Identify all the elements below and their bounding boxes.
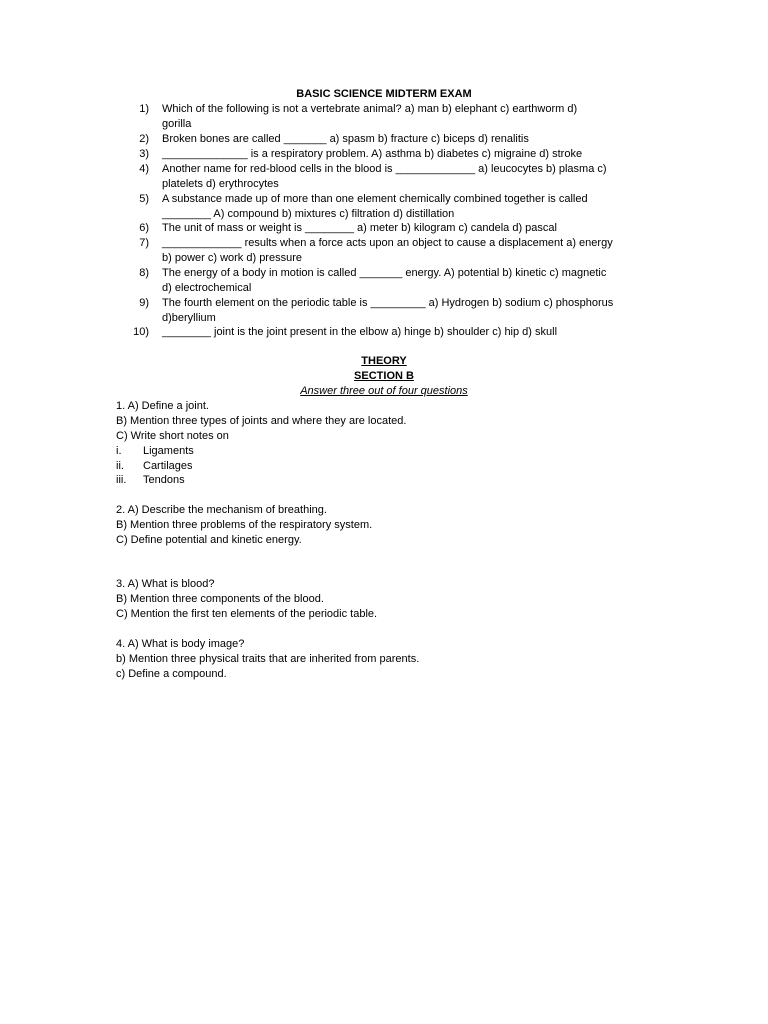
sub-item-text: Ligaments (143, 445, 194, 457)
question-number: 9) (139, 297, 149, 309)
question-text: Broken bones are called _______ a) spasm b) fracture c) biceps d) renalitis (162, 133, 529, 145)
question-text: d)beryllium (162, 312, 216, 324)
theory-question-line: 2. A) Describe the mechanism of breathing. (116, 504, 327, 516)
sub-item-numeral: ii. (116, 460, 124, 472)
question-text: The fourth element on the periodic table is _________ a) Hydrogen b) sodium c) phosphorus (162, 297, 614, 309)
question-text: The unit of mass or weight is ________ a) meter b) kilogram c) candela d) pascal (162, 222, 557, 234)
question-number: 4) (139, 163, 149, 175)
sub-item-numeral: iii. (116, 474, 127, 486)
theory-question-line: B) Mention three components of the blood. (116, 593, 324, 605)
question-text: gorilla (162, 118, 192, 130)
theory-question-line: 4. A) What is body image? (116, 638, 245, 650)
question-number: 10) (133, 326, 149, 338)
theory-question-line: 3. A) What is blood? (116, 578, 215, 590)
question-text: ________ A) compound b) mixtures c) filtration d) distillation (162, 208, 455, 220)
question-number: 7) (139, 237, 149, 249)
theory-question-line: C) Define potential and kinetic energy. (116, 534, 302, 546)
theory-question-line: c) Define a compound. (116, 668, 227, 680)
question-number: 5) (139, 193, 149, 205)
theory-question-line: 1. A) Define a joint. (116, 400, 209, 412)
question-text: The energy of a body in motion is called _______ energy. A) potential b) kinetic c) magnetic (162, 267, 607, 279)
question-number: 1) (139, 103, 149, 115)
sub-item-text: Tendons (143, 474, 185, 486)
question-number: 6) (139, 222, 149, 234)
section-heading: SECTION B (354, 370, 414, 382)
theory-heading: THEORY (361, 355, 407, 367)
question-text: Which of the following is not a vertebrate animal? a) man b) elephant c) earthworm d) (162, 103, 578, 115)
question-text: A substance made up of more than one element chemically combined together is called (162, 193, 588, 205)
section-instruction: Answer three out of four questions (300, 385, 468, 397)
theory-question-line: B) Mention three problems of the respiratory system. (116, 519, 373, 531)
question-text: d) electrochemical (162, 282, 252, 294)
question-number: 2) (139, 133, 149, 145)
exam-title: BASIC SCIENCE MIDTERM EXAM (296, 88, 472, 100)
question-number: 3) (139, 148, 149, 160)
sub-item-numeral: i. (116, 445, 122, 457)
question-text: Another name for red-blood cells in the blood is _____________ a) leucocytes b) plasma c) (162, 163, 607, 175)
theory-question-line: B) Mention three types of joints and where they are located. (116, 415, 407, 427)
question-text: ______________ is a respiratory problem. A) asthma b) diabetes c) migraine d) stroke (162, 148, 583, 160)
question-text: platelets d) erythrocytes (162, 178, 279, 190)
question-text: b) power c) work d) pressure (162, 252, 302, 264)
theory-question-line: b) Mention three physical traits that are inherited from parents. (116, 653, 420, 665)
sub-item-text: Cartilages (143, 460, 193, 472)
theory-question-line: C) Write short notes on (116, 430, 229, 442)
question-number: 8) (139, 267, 149, 279)
question-text: _____________ results when a force acts upon an object to cause a displacement a) energy (162, 237, 613, 249)
question-text: ________ joint is the joint present in the elbow a) hinge b) shoulder c) hip d) skull (162, 326, 558, 338)
theory-question-line: C) Mention the first ten elements of the periodic table. (116, 608, 378, 620)
